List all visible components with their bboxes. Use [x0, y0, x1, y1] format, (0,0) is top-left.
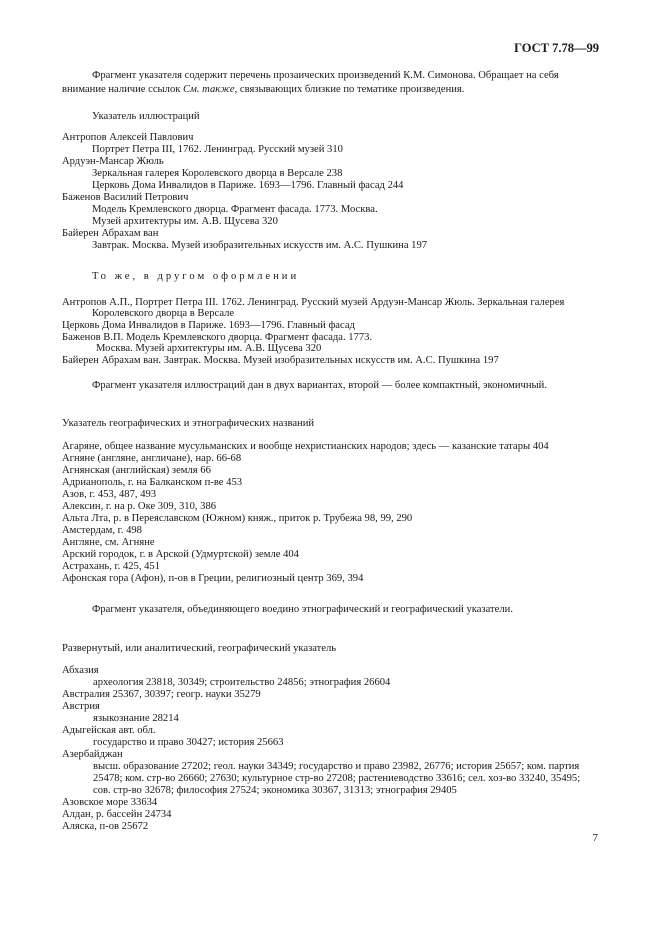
- geo-entry: Азов, г. 453, 487, 493: [62, 489, 157, 500]
- compact-variant-title: То же, в другом оформлении: [92, 271, 300, 282]
- analytic-subentry: высш. образование 27202; геол. науки 34349; государство и право 23982, 26776; история 25657; ком. партия: [93, 761, 580, 772]
- analytic-entry: Алдан, р. бассейн 24734: [62, 809, 172, 820]
- index-entry: Ардуэн-Мансар Жюль: [62, 156, 164, 167]
- geo-entry: Афонская гора (Афон), п-ов в Греции, религиозный центр 369, 394: [62, 573, 364, 584]
- illustration-index-title: Указатель иллюстраций: [92, 111, 200, 122]
- intro-line-2-end: , связывающих близкие по тематике произведения.: [234, 84, 465, 95]
- intro-reference-term: См. также: [183, 84, 235, 95]
- analytic-entry: Абхазия: [62, 665, 99, 676]
- index-entry: Байерен Абрахам ван: [62, 228, 159, 239]
- geo-entry: Англяне, см. Агняне: [62, 537, 155, 548]
- compact-entry-continuation: Москва. Музей архитектуры им. А.В. Щусева 320: [96, 343, 322, 354]
- geo-entry: Адрианополь, г. на Балканском п-ве 453: [62, 477, 243, 488]
- analytic-entry: Австрия: [62, 701, 100, 712]
- analytic-index-title: Развернутый, или аналитический, географический указатель: [62, 643, 337, 654]
- geo-entry: Амстердам, г. 498: [62, 525, 142, 536]
- analytic-subentry: языкознание 28214: [93, 713, 179, 724]
- analytic-subentry: государство и право 30427; история 25663: [93, 737, 284, 748]
- analytic-entry: Аляска, п-ов 25672: [62, 821, 149, 832]
- index-subentry: Завтрак. Москва. Музей изобразительных искусств им. А.С. Пушкина 197: [92, 240, 428, 251]
- analytic-entry: Азовское море 33634: [62, 797, 158, 808]
- analytic-entry: Адыгейская авт. обл.: [62, 725, 156, 736]
- analytic-subentry: археология 23818, 30349; строительство 24856; этнография 26604: [93, 677, 391, 688]
- analytic-subentry: сов. стр-во 32678; философия 27524; экономика 30367, 31313; этнография 29405: [93, 785, 457, 796]
- analytic-entry: Азербайджан: [62, 749, 123, 760]
- analytic-entry: Австралия 25367, 30397; геогр. науки 35279: [62, 689, 261, 700]
- geo-entry: Алексин, г. на р. Оке 309, 310, 386: [62, 501, 217, 512]
- geo-entry: Агнянская (английская) земля 66: [62, 465, 211, 476]
- index-subentry: Модель Кремлевского дворца. Фрагмент фасада. 1773. Москва.: [92, 204, 378, 215]
- intro-line-2: [62, 84, 464, 96]
- index-entry: Баженов Василий Петрович: [62, 192, 189, 203]
- geo-entry: Альта Лта, р. в Переяславском (Южном) княж., приток р. Трубежа 98, 99, 290: [62, 513, 413, 524]
- document-code: ГОСТ 7.78—99: [514, 41, 599, 55]
- index-subentry: Зеркальная галерея Королевского дворца в Версале 238: [92, 168, 343, 179]
- intro-line-2-text: внимание наличие ссылок: [62, 84, 184, 95]
- index-subentry: Портрет Петра III, 1762. Ленинград. Русский музей 310: [92, 144, 343, 155]
- index-subentry: Церковь Дома Инвалидов в Париже. 1693—1796. Главный фасад 244: [92, 180, 404, 191]
- geo-entry: Агаряне, общее название мусульманских и вообще нехристианских народов; здесь — казанские татары 404: [62, 441, 549, 452]
- compact-variant-note: Фрагмент указателя иллюстраций дан в двух вариантах, второй — более компактный, экономичный.: [92, 380, 547, 391]
- compact-entry-continuation: Королевского дворца в Версале: [92, 308, 235, 319]
- geo-entry: Арский городок, г. в Арской (Удмуртской) земле 404: [62, 549, 299, 560]
- intro-line-1: Фрагмент указателя содержит перечень прозаических произведений К.М. Симонова. Обращает на себя: [92, 70, 559, 81]
- page-number: 7: [592, 832, 598, 844]
- index-subentry: Музей архитектуры им. А.В. Щусева 320: [92, 216, 278, 227]
- compact-entry: Байерен Абрахам ван. Завтрак. Москва. Музей изобразительных искусств им. А.С. Пушкина 197: [62, 355, 499, 366]
- analytic-subentry: 25478; ком. стр-во 26660; 27630; культурное стр-во 27208; растениеводство 33616; сел. хоз-во 33240, 35495;: [93, 773, 581, 784]
- geo-index-note: Фрагмент указателя, объединяющего воедино этнографический и географический указатели.: [92, 604, 513, 615]
- index-entry: Антропов Алексей Павлович: [62, 132, 194, 143]
- compact-entry: Церковь Дома Инвалидов в Париже. 1693—1796. Главный фасад: [62, 320, 355, 331]
- compact-entry: Баженов В.П. Модель Кремлевского дворца. Фрагмент фасада. 1773.: [62, 332, 373, 343]
- geo-entry: Астрахань, г. 425, 451: [62, 561, 161, 572]
- compact-entry: Антропов А.П., Портрет Петра III. 1762. Ленинград. Русский музей Ардуэн-Мансар Жюль. Зеркальная галерея: [62, 297, 565, 308]
- geo-entry: Агняне (англяне, англичане), нар. 66-68: [62, 453, 242, 464]
- geo-index-title: Указатель географических и этнографических названий: [62, 418, 315, 429]
